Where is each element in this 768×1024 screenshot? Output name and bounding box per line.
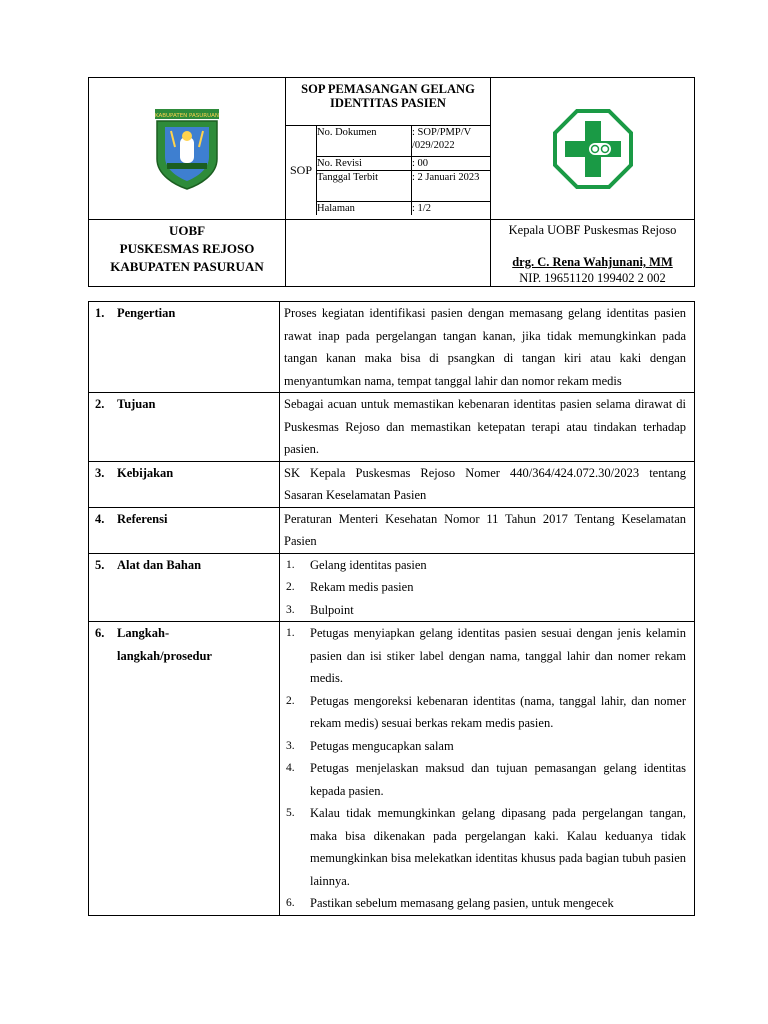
meta-label-page: Halaman [317,201,412,215]
regency-logo-caption: KABUPATEN PASURUAN [154,112,220,119]
sop-title: SOP PEMASANGAN GELANG IDENTITAS PASIEN [286,78,490,126]
meta-value-rev: : 00 [412,156,491,170]
list-item: 1. Gelang identitas pasien [286,557,427,572]
list-item: 3. Bulpoint [286,602,354,617]
meta-label-date: Tanggal Terbit [317,170,412,201]
meta-value-page: : 1/2 [412,201,491,215]
section-number: 1. [95,306,105,320]
list-item: 3. Petugas mengucapkan salam [286,738,454,753]
title-meta-cell [286,78,491,220]
section-text: SK Kepala Puskesmas Rejoso Nomer 440/364/424.072.30/2023 tentang Sasaran Keselamatan Pasien [280,461,695,507]
section-text: Peraturan Menteri Kesehatan Nomor 11 Tahun 2017 Tentang Keselamatan Pasien [280,507,695,553]
section-row [89,553,695,622]
list-item: 1. Petugas menyiapkan gelang identitas pasien sesuai dengan jenis kelamin pasien dan isi stiker label dengan nama, tanggal lahir dan nomer rekam medis. [286,626,686,685]
section-row [89,393,695,462]
sign-nip: NIP. 19651120 199402 2 002 [519,271,666,285]
regency-emblem-icon [149,107,225,191]
empty-cell [286,220,491,287]
org-line-1: UOBF [168,223,206,238]
regency-logo-cell [89,78,286,220]
sop-header-table [88,77,695,287]
meta-value-doc: : SOP/PMP/V /029/2022 [412,126,491,156]
meta-table [286,126,490,215]
org-line-2: PUSKESMAS REJOSO [119,241,255,256]
list-item: 2. Petugas mengoreksi kebenaran identitas (nama, tanggal lahir, dan nomer rekam medis) sesuai berkas rekam medis pasien. [286,693,686,730]
section-number: 3. [95,465,105,480]
section-list-cell [280,553,695,622]
health-logo-cell [491,78,695,220]
section-row [89,507,695,553]
list-item: 2. Rekam medis pasien [286,580,414,594]
section-number: 2. [95,397,105,411]
section-number: 5. [95,557,105,572]
sop-body-table [88,301,695,916]
signature-cell [491,220,695,287]
procedure-list [284,622,686,915]
org-name-cell [89,220,286,287]
section-row [89,302,695,393]
org-line-3: KABUPATEN PASURUAN [110,259,264,274]
section-list-cell [280,622,695,916]
meta-label-rev: No. Revisi [317,156,412,170]
section-row [89,622,695,916]
section-label: Pengertian [117,306,176,320]
section-label: Kebijakan [117,465,174,480]
sign-title: Kepala UOBF Puskesmas Rejoso [508,223,677,237]
list-item: 4. Petugas menjelaskan maksud dan tujuan pemasangan gelang identitas kepada pasien. [286,761,686,798]
sop-label: SOP [286,126,317,215]
section-label: Referensi [117,511,168,526]
list-item: 5. Kalau tidak memungkinkan gelang dipasang pada pergelangan tangan, maka bisa dikenakan pada pergelangan kaki. Kalau keduanya tidak memungkinkan bisa melekatkan identitas khusus pada bagian tubuh pasien lainnya. [286,806,686,888]
health-cross-logo-icon [553,109,633,189]
section-text: Proses kegiatan identifikasi pasien dengan memasang gelang identitas pasien rawat inap pada pergelangan tangan kanan, jika tidak memungkinkan pada tangan kanan maka bisa di psangkan di tangan kiri atau kaki dengan menyantumkan nama, tempat tanggal lahir dan nomor rekam medis [280,302,695,393]
section-label: Langkah-langkah/prosedur [117,626,212,663]
sign-name: drg. C. Rena Wahjunani, MM [512,255,673,269]
meta-value-date: : 2 Januari 2023 [412,170,491,201]
section-number: 6. [95,626,105,640]
section-label: Tujuan [117,397,156,411]
section-number: 4. [95,511,105,526]
tools-list [284,554,686,622]
section-label: Alat dan Bahan [117,557,202,572]
list-item: 6. Pastikan sebelum memasang gelang pasien, untuk mengecek [286,896,614,910]
section-text: Sebagai acuan untuk memastikan kebenaran identitas pasien selama dirawat di Puskesmas Rejoso dan memastikan ketepatan terapi atau tindakan terhadap pasien. [280,393,695,462]
section-row [89,461,695,507]
meta-label-doc: No. Dokumen [317,126,412,156]
